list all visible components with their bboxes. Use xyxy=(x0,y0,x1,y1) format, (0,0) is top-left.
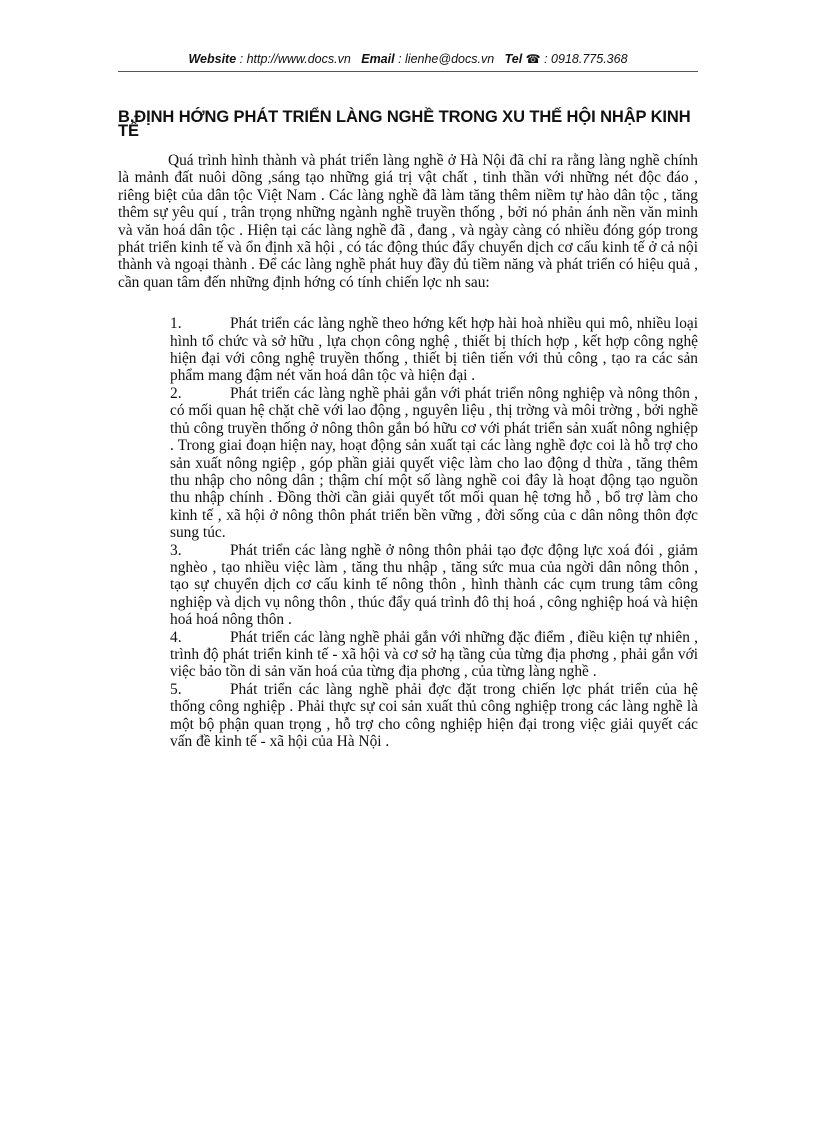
list-item xyxy=(170,629,698,681)
email-label: Email xyxy=(361,52,395,66)
website-url[interactable]: : http://www.docs.vn xyxy=(239,52,351,66)
list-item-text: Phát triển các làng nghề phải đợc đặt trong chiến lợc phát triển của hệ thống công nghiệp . Phải thực sự coi sản xuất thủ công nghiệp trong các làng nghề là một bộ phận quan trọng , hỗ trợ cho công nghiệp hiện đại trong việc giải quyết các vấn đề kinh tế - xã hội của Hà Nội . xyxy=(170,680,698,750)
list-item xyxy=(170,542,698,629)
list-item-number: 1. xyxy=(170,315,182,333)
list-item-number: 4. xyxy=(170,628,182,646)
page-header xyxy=(118,52,698,66)
list-item xyxy=(170,681,698,751)
email-address[interactable]: : lienhe@docs.vn xyxy=(398,52,495,66)
intro-paragraph: Quá trình hình thành và phát triển làng nghề ở Hà Nội đã chỉ ra rằng làng nghề chính là mảnh đất nuôi dõng ,sáng tạo những giá trị vật chất , tinh thần với những nét độc đáo , riêng biệt của dân tộc Việt Nam . Các làng nghề đã làm tăng thêm niềm tự hào dân tộc , tăng thêm sự yêu quí , trân trọng những ngành nghề truyền thống , bởi nó phản ánh nền văn minh và văn hoá dân tộc . Hiện tại các làng nghề đã , đang , và ngày càng có nhiều đóng góp trong phát triển kinh tế và ổn định xã hội , có tác động thúc đẩy chuyển dịch cơ cấu kinh tế ở cả nội thành và ngoại thành . Để các làng nghề phát huy đầy đủ tiềm năng và phát triển có hiệu quả , cần quan tâm đến những định hớng có tính chiến lợc nh sau: xyxy=(118,152,698,291)
list-item-text: Phát triển các làng nghề ở nông thôn phải tạo đợc động lực xoá đói , giảm nghèo , tạo nhiều việc làm , tăng thu nhập , tăng sức mua của ngời dân nông thôn , tạo sự chuyển dịch cơ cấu kinh tế nông thôn , hình thành các cụm trung tâm công nghiệp và dịch vụ nông thôn , thúc đẩy quá trình đô thị hoá , công nghiệp hoá và hiện hoá hoá nông thôn . xyxy=(170,541,698,629)
telephone-icon: ☎ xyxy=(525,52,541,66)
list-item xyxy=(170,315,698,385)
header-divider xyxy=(118,71,698,72)
document-body xyxy=(118,152,698,750)
list-item-text: Phát triển các làng nghề phải gắn với phát triển nông nghiệp và nông thôn , có mối quan hệ chặt chẽ với lao động , nguyên liệu , thị trờng và môi trờng , bởi nghề thủ công truyền thống ở nông thôn gắn bó hữu cơ với phát triển sản xuất nông nghiệp . Trong giai đoạn hiện nay, hoạt động sản xuất tại các làng nghề đợc coi là hỗ trợ cho sản xuất nông ngiệp , góp phần giải quyết việc làm cho lao động d thừa , tăng thêm thu nhập cho nông dân ; thậm chí một số làng nghề coi đây là hoạt động tạo nguồn thu nhập chính . Đồng thời cần giải quyết tốt mối quan hệ tơng hỗ , bổ trợ làm cho kinh tế , xã hội ở nông thôn phát triển bền vững , đời sống của c dân nông thôn đợc sung túc. xyxy=(170,384,698,542)
list-item-text: Phát triển các làng nghề theo hớng kết hợp hài hoà nhiều qui mô, nhiều loại hình tổ chức và sở hữu , lựa chọn công nghệ , thiết bị thích hợp , kết hợp công nghệ hiện đại với công nghệ truyền thống , thiết bị tiên tiến với thủ công , tạo ra các sản phẩm mang đậm nét văn hoá dân tộc và hiện đại . xyxy=(170,315,698,385)
website-label: Website xyxy=(188,52,237,66)
list-item-number: 3. xyxy=(170,541,182,559)
section-title: B.ĐỊNH HỚNG PHÁT TRIỂN LÀNG NGHỀ TRONG XU THẾ HỘI NHẬP KINH TẾ xyxy=(118,108,691,140)
list-item-number: 5. xyxy=(170,680,182,698)
orientation-list xyxy=(170,315,698,750)
tel-label: Tel xyxy=(504,52,523,66)
list-item xyxy=(170,385,698,542)
list-item-number: 2. xyxy=(170,384,182,402)
list-item-text: Phát triển các làng nghề phải gắn với những đặc điểm , điều kiện tự nhiên , trình độ phát triển kinh tế - xã hội và cơ sở hạ tầng của từng địa phơng , phải gắn với việc bảo tồn di sản văn hoá của từng địa phơng , của từng làng nghề . xyxy=(170,628,698,681)
tel-number: : 0918.775.368 xyxy=(544,52,628,66)
